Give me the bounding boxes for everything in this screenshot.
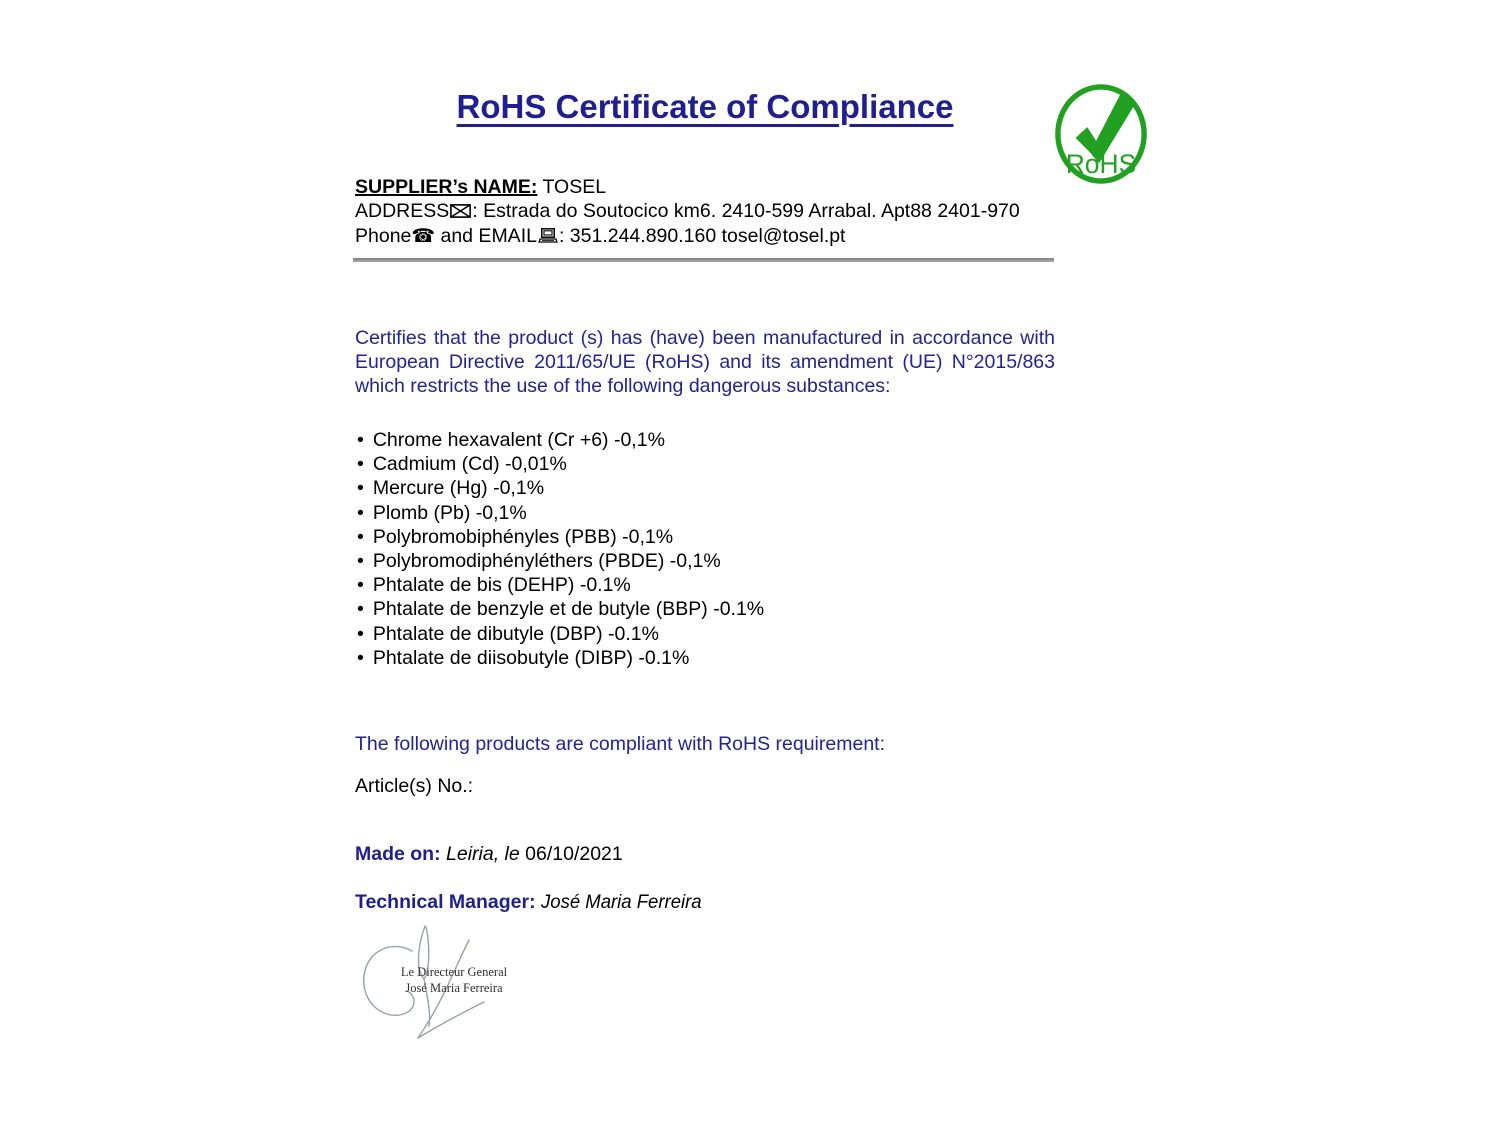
page-title: RoHS Certificate of Compliance (456, 88, 954, 125)
phone-label: Phone (355, 225, 412, 247)
envelope-icon (450, 200, 471, 224)
supplier-contact-line (355, 224, 1020, 249)
compliance-statement: The following products are compliant with RoHS requirement: (355, 733, 885, 755)
email-label: and EMAIL (435, 225, 537, 247)
address-label: ADDRESS (355, 200, 450, 222)
supplier-name-line (355, 175, 1020, 199)
signature-block (356, 920, 516, 1060)
divider-rule (353, 258, 1054, 262)
title-wrap (355, 88, 1055, 126)
address-value: : Estrada do Soutocico km6. 2410-599 Arrabal. Apt88 2401-970 (472, 200, 1020, 222)
made-on-place: Leiria, le (446, 843, 520, 865)
rohs-logo-label: RoHS (1065, 149, 1137, 180)
technical-manager-label: Technical Manager: (355, 891, 536, 913)
list-item: • Phtalate de bis (DEHP) -0.1% (357, 573, 764, 597)
list-item: • Chrome hexavalent (Cr +6) -0,1% (357, 428, 764, 452)
signature-stamp-name: José Maria Ferreira (405, 980, 503, 995)
made-on-line (355, 843, 623, 866)
list-item: • Phtalate de diisobutyle (DIBP) -0.1% (357, 646, 764, 670)
rohs-check-icon (1052, 80, 1150, 186)
supplier-address-line (355, 199, 1020, 224)
supplier-name-value: TOSEL (542, 176, 607, 198)
technical-manager-line (355, 891, 710, 914)
rohs-logo (1052, 80, 1150, 186)
computer-icon (538, 225, 558, 249)
signature-stamp-title: Le Directeur General (400, 965, 508, 979)
contact-value: : 351.244.890.160 tosel@tosel.pt (558, 225, 846, 247)
articles-label: Article(s) No.: (355, 775, 474, 797)
made-on-date: 06/10/2021 (525, 843, 623, 865)
supplier-name-label: SUPPLIER’s NAME: (355, 176, 538, 198)
supplier-block (355, 175, 1020, 249)
list-item: • Polybromobiphényles (PBB) -0,1% (357, 525, 764, 549)
list-item: • Plomb (Pb) -0,1% (357, 501, 764, 525)
made-on-label: Made on: (355, 843, 441, 865)
phone-icon: ☎ (411, 225, 436, 247)
list-item: • Mercure (Hg) -0,1% (357, 476, 764, 500)
signature-stamp (394, 965, 514, 996)
list-item: • Phtalate de dibutyle (DBP) -0.1% (357, 622, 764, 646)
certification-paragraph: Certifies that the product (s) has (have) been manufactured in accordance with European Directive 2011/65/UE (RoHS) and its amendment (UE) N°2015/863 which restricts the use of the following dangerous substances: (355, 326, 1055, 398)
technical-manager-name: José Maria Ferreira (541, 891, 702, 913)
substances-list (357, 428, 764, 670)
list-item: • Phtalate de benzyle et de butyle (BBP) -0.1% (357, 597, 764, 621)
list-item: • Cadmium (Cd) -0,01% (357, 452, 764, 476)
list-item: • Polybromodiphényléthers (PBDE) -0,1% (357, 549, 764, 573)
